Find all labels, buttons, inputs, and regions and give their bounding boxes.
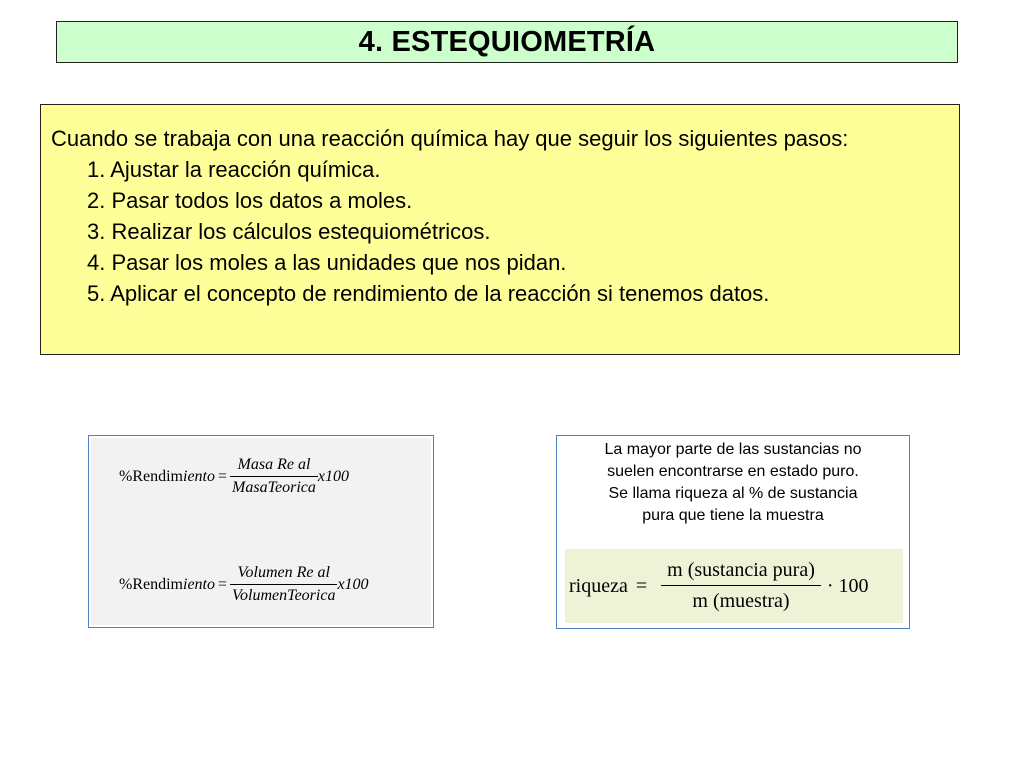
title-banner [56,21,958,63]
equals-sign: = [218,575,228,593]
rendimiento-volume-formula [119,564,369,605]
numerator: m (sustancia pura) [667,559,815,581]
riqueza-text-line: Se llama riqueza al % de sustancia [608,485,858,502]
numerator: Masa Re al [237,456,311,473]
formula-lhs: %Rendimiento [119,467,215,485]
step-item: 5. Aplicar el concepto de rendimiento de la reacción si tenemos datos. [87,281,770,306]
riqueza-text-line: suelen encontrarse en estado puro. [607,463,859,480]
riqueza-description [557,439,909,527]
multiplier: x100 [337,575,369,593]
riqueza-text-line: pura que tiene la muestra [642,507,824,524]
step-item: 1. Ajustar la reacción química. [87,157,381,182]
rendimiento-formula-panel [88,435,434,628]
equals-sign: = [635,574,648,597]
rendimiento-formula-image [91,438,431,625]
step-item: 3. Realizar los cálculos estequiométricos. [87,219,491,244]
fraction [230,456,318,497]
numerator: Volumen Re al [237,564,330,581]
denominator: MasaTeorica [232,479,316,496]
steps-list [51,154,949,309]
riqueza-panel [556,435,910,629]
multiplier: · 100 [826,574,869,597]
fraction [661,559,821,613]
step-item: 4. Pasar los moles a las unidades que nos pidan. [87,250,567,275]
rendimiento-mass-formula [119,456,349,497]
steps-panel [40,104,960,355]
step-item: 2. Pasar todos los datos a moles. [87,188,413,213]
fraction [230,564,337,605]
denominator: VolumenTeorica [232,587,336,604]
formula-lhs: %Rendimiento [119,575,215,593]
formula-lhs: riqueza [569,574,628,597]
page-title: 4. ESTEQUIOMETRÍA [358,25,656,58]
denominator: m (muestra) [692,590,790,612]
equals-sign: = [218,467,228,485]
riqueza-text-line: La mayor parte de las sustancias no [604,441,862,458]
steps-intro: Cuando se trabaja con una reacción química hay que seguir los siguientes pasos: [51,126,849,151]
riqueza-formula [565,549,903,623]
multiplier: x100 [317,467,349,485]
